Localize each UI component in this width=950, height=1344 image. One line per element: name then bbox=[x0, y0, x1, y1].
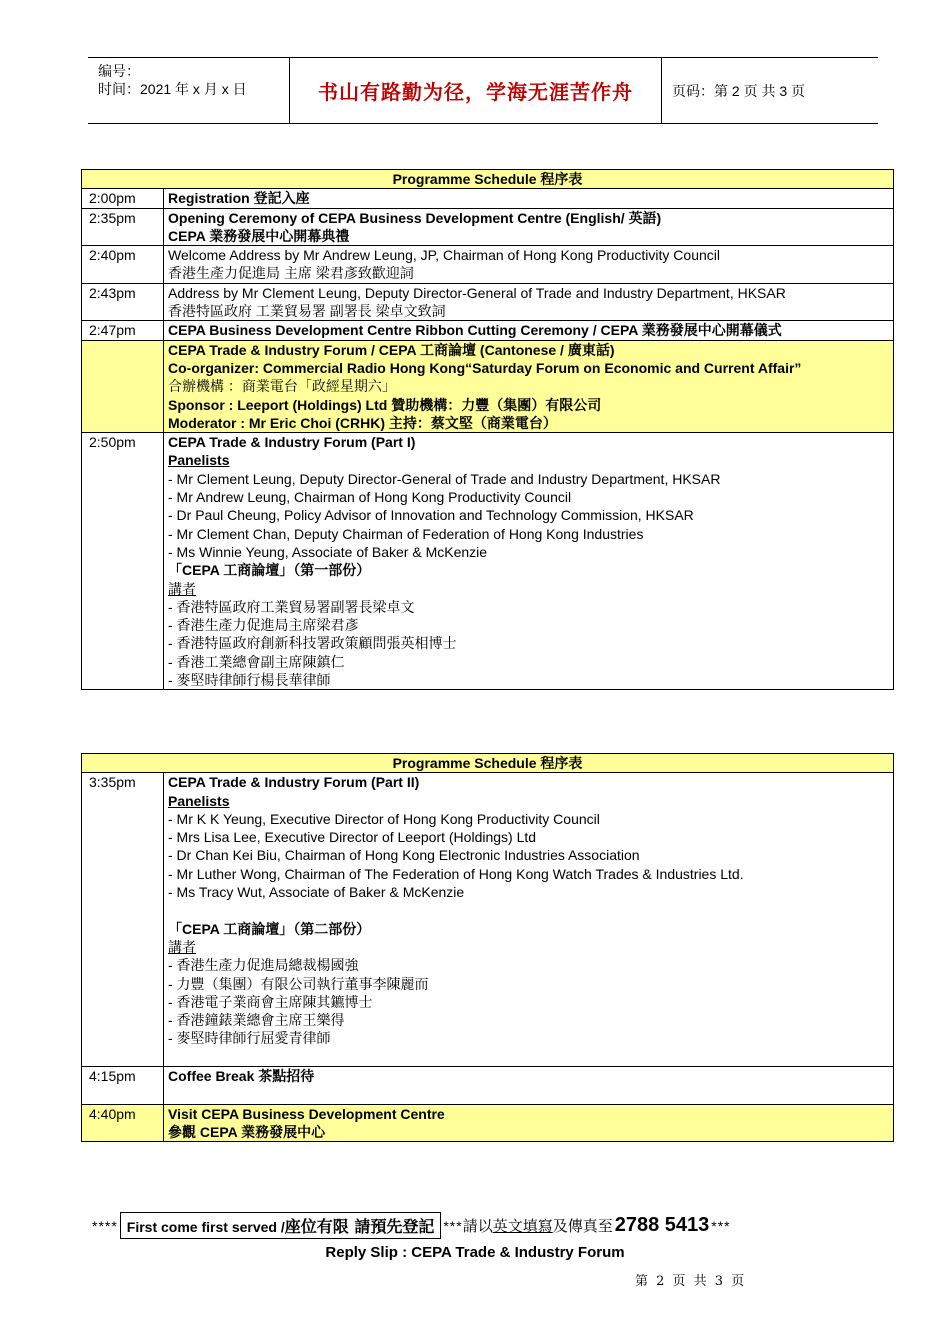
time-label: 时间：2021 年 x 月 x 日 bbox=[98, 81, 247, 97]
content-cell: Registration 登記入座 bbox=[164, 189, 894, 208]
time-cell: 2:47pm bbox=[82, 321, 164, 340]
header-page-cell bbox=[662, 58, 878, 123]
page-header bbox=[88, 57, 878, 124]
fax-number: 2788 5413 bbox=[614, 1214, 710, 1236]
content-cell: Welcome Address by Mr Andrew Leung, JP, Chairman of Hong Kong Productivity Council 香港生產力促進局 主席 梁君彥致歡迎詞 bbox=[164, 246, 894, 284]
header-page-label: 页码：第 2 页 共 3 页 bbox=[672, 82, 806, 99]
fax-instruction: 請以英文填寫及傳真至 bbox=[462, 1217, 613, 1235]
table-row bbox=[82, 773, 894, 1067]
table-row bbox=[82, 433, 894, 690]
first-come-zh: 座位有限 請預先登記 bbox=[284, 1217, 435, 1236]
table-row bbox=[82, 208, 894, 246]
time-cell: 4:15pm bbox=[82, 1067, 164, 1105]
reply-slip-title: Reply Slip : CEPA Trade & Industry Forum bbox=[325, 1244, 625, 1261]
spacer bbox=[168, 1048, 889, 1066]
schedule-title-row bbox=[82, 754, 894, 773]
schedule-table-1 bbox=[81, 169, 894, 690]
content-cell: CEPA Business Development Centre Ribbon Cutting Ceremony / CEPA 業務發展中心開幕儀式 bbox=[164, 321, 894, 340]
stars-right: *** bbox=[711, 1217, 731, 1234]
stars-mid: *** bbox=[443, 1217, 463, 1234]
content-cell: Address by Mr Clement Leung, Deputy Director-General of Trade and Industry Department, HKSAR 香港特區政府 工業貿易署 副署長 梁卓文致詞 bbox=[164, 283, 894, 321]
content-cell: CEPA Trade & Industry Forum (Part II) Panelists - Mr K K Yeung, Executive Director of Hong Kong Productivity Council - Mrs Lisa Lee, Executive Director of Leeport (Holdings) Ltd - Dr Chan Kei Biu, Chairman of Hong Kong Electronic Industries Association - Mr Luther Wong, Chairman of The Federation of Hong Kong Watch Trades & Industries Ltd. - Ms Tracy Wut, Associate of Baker & McKenzie 「CEPA 工商論壇」（第二部份） 講者 - 香港生產力促進局總裁楊國強 - 力豐（集團）有限公司執行董事李陳麗而 - 香港電子業商會主席陳其鑣博士 - 香港鐘錶業總會主席王樂得 - 麥堅時律師行屈愛青律師 bbox=[164, 773, 894, 1067]
first-come-en: First come first served / bbox=[126, 1219, 285, 1235]
time-cell: 2:35pm bbox=[82, 208, 164, 246]
time-cell: 2:40pm bbox=[82, 246, 164, 284]
schedule-title: Programme Schedule 程序表 bbox=[82, 170, 894, 189]
time-cell: 2:43pm bbox=[82, 283, 164, 321]
page-number: 第 2 页 共 3 页 bbox=[635, 1274, 747, 1289]
table-row-forum-info bbox=[82, 340, 894, 432]
content-cell: Opening Ceremony of CEPA Business Development Centre (English/ 英語) CEPA 業務發展中心開幕典禮 bbox=[164, 208, 894, 246]
table-row bbox=[82, 189, 894, 208]
content-cell: CEPA Trade & Industry Forum (Part I) Panelists - Mr Clement Leung, Deputy Director-General of Trade and Industry Department, HKSAR - Mr Andrew Leung, Chairman of Hong Kong Productivity Council - Dr Paul Cheung, Policy Advisor of Innovation and Technology Commission, HKSAR - Mr Clement Chan, Deputy Chairman of Federation of Hong Kong Industries - Ms Winnie Yeung, Associate of Baker & McKenzie 「CEPA 工商論壇」（第一部份） 講者 - 香港特區政府工業貿易署副署長梁卓文 - 香港生產力促進局主席梁君彥 - 香港特區政府創新科技署政策顧問張英相博士 - 香港工業總會副主席陳鎮仁 - 麥堅時律師行楊長華律師 bbox=[164, 433, 894, 690]
schedule-table-2 bbox=[81, 753, 894, 1142]
registration-note bbox=[92, 1212, 852, 1239]
time-cell: 2:00pm bbox=[82, 189, 164, 208]
number-label: 编号： bbox=[98, 63, 140, 79]
time-cell: 2:50pm bbox=[82, 433, 164, 690]
time-cell: 4:40pm bbox=[82, 1104, 164, 1142]
content-cell: Coffee Break 茶點招待 bbox=[164, 1067, 894, 1105]
content-cell: CEPA Trade & Industry Forum / CEPA 工商論壇 (Cantonese / 廣東話) Co-organizer: Commercial Radio Hong Kong“Saturday Forum on Economic and Current Affair” 合辦機構 ：商業電台「政經星期六」 Sponsor : Leeport (Holdings) Ltd 贊助機構：力豐（集團）有限公司 Moderator : Mr Eric Choi (CRHK) 主持：蔡文堅（商業電台） bbox=[164, 340, 894, 432]
table-row bbox=[82, 283, 894, 321]
stars-left: **** bbox=[92, 1217, 118, 1234]
table-row bbox=[82, 321, 894, 340]
time-cell: 3:35pm bbox=[82, 773, 164, 1067]
schedule-title-row bbox=[82, 170, 894, 189]
motto: 书山有路勤为径，学海无涯苦作舟 bbox=[318, 80, 633, 104]
spacer bbox=[168, 901, 889, 919]
content-cell: Visit CEPA Business Development Centre 參觀 CEPA 業務發展中心 bbox=[164, 1104, 894, 1142]
table-row bbox=[82, 1067, 894, 1105]
schedule-title: Programme Schedule 程序表 bbox=[82, 754, 894, 773]
table-row bbox=[82, 246, 894, 284]
table-row bbox=[82, 1104, 894, 1142]
header-motto-cell bbox=[290, 58, 662, 123]
spacer bbox=[168, 1085, 889, 1103]
header-meta bbox=[88, 58, 290, 123]
time-cell bbox=[82, 340, 164, 432]
first-come-box bbox=[120, 1212, 442, 1239]
